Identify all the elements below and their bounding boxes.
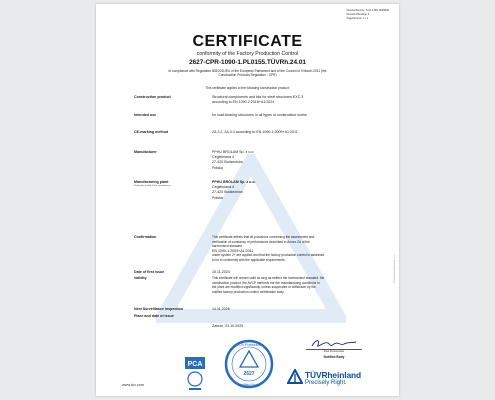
validity-label: Validity (134, 276, 147, 280)
confirmation-line: under system 2+ are applied and that the factory production control is assessed (212, 253, 325, 258)
page-line: Page/Strona: 1 z 1 (346, 17, 369, 20)
confirmation-label: Confirmation (134, 235, 157, 239)
website[interactable]: www.tuv.com (122, 383, 145, 387)
validity-line: construction product, the AVCP methods nor the manufacturing conditions in (212, 280, 320, 285)
certificate-title: CERTIFICATE (192, 33, 303, 50)
side-print: TÜV Rheinland Polska Sp. z o.o. (394, 254, 396, 284)
seal-top-text: TÜV Rheinland (236, 343, 262, 347)
next-inspection-value (212, 307, 385, 312)
next-inspection-date: 14.11.2026 (212, 307, 230, 311)
revision-line: Revision/Rewizja: 0 (346, 13, 370, 16)
certificate-subtitle: conformity of the Factory Production Control (196, 51, 299, 57)
first-issue-value (212, 270, 385, 275)
manufacturing-plant-sublabel: Production facility of the manufacturer (134, 185, 171, 188)
manufacturer-street: Cegielniana 4 (212, 155, 234, 160)
first-issue-label: Date of first issue (134, 270, 165, 274)
compliance-line: In compliance with Regulation 305/2011/EU of the European Parliament and of the Council of 9 March 2011 (the (168, 69, 327, 73)
ce-marking-label: CE-marking method (134, 130, 169, 134)
manufacturer-name: PPHU BROLAM Sp. z o.o. (212, 150, 255, 154)
harmonised-standard: EN 1090-1:2009+A1:2011 (212, 248, 254, 253)
seal-bottom-text: Notified Body (238, 383, 260, 387)
validity-value (212, 276, 385, 294)
construction-product-value (212, 95, 385, 105)
intended-use-value (212, 113, 385, 118)
seal-number: 2627 (243, 371, 255, 377)
compliance-statement (126, 69, 369, 78)
next-inspection-label: Next Surveillance Inspection (134, 307, 183, 311)
confirmation-line: to be in conformity with the applicable requirements. (212, 257, 286, 262)
ce-marking-value (212, 130, 385, 135)
notified-body-seal (224, 338, 274, 390)
plant-country: Polska (212, 195, 223, 200)
pca-logo (184, 356, 206, 392)
plant-street: Cegielniana 4 (212, 185, 234, 190)
plant-name: PPHU BROLAM Sp. z o.o. (212, 180, 256, 184)
applies-statement: This certificate applies to the following construction product: (205, 86, 290, 90)
signatory-role: Notified Body (323, 355, 345, 359)
manufacturer-label: Manufacturer (134, 150, 157, 154)
place-date-text: Zabrze, 23.10.2025 (212, 324, 244, 329)
place-date-label: Place and date of issue (134, 314, 174, 318)
manufacturing-plant-label (134, 180, 209, 188)
tuv-triangle-icon (287, 369, 303, 385)
ce-marking-text: 2A.3.2, 2A.3.4 according to EN 1090-1:2009+A1:2011 (212, 130, 298, 134)
manufacturing-plant-title: Manufacturing plant (134, 180, 169, 184)
intended-use-label: Intended use (134, 113, 157, 117)
product-line: according to EN 1090-2:2018+A1:2024 . (212, 100, 277, 105)
manufacturing-plant-value (212, 180, 385, 201)
intended-use-text: for load-bearing structures in all types of construction works (212, 113, 307, 117)
document-reference (347, 9, 389, 21)
certificate-page (96, 4, 399, 396)
validity-line: the plant are modified significantly, unless suspended or withdrawn by the (212, 285, 316, 290)
validity-line: This certificate will remain valid as long as neither the harmonised standard, the (212, 276, 325, 280)
construction-product-label: Construction product (134, 95, 171, 99)
confirmation-line: This certificate attests that all provisions concerning the assessment and (212, 235, 315, 239)
pca-text: PCA (187, 361, 203, 368)
confirmation-line: verification of constancy of performance described in Annex ZA of the (212, 239, 310, 244)
tuv-brand-name: TÜVRheinland (305, 370, 362, 380)
certificate-number: 2627-CPR-1090-1.PL0155.TÜVRh.24.01 (189, 59, 306, 66)
manufacturer-value (212, 150, 385, 171)
number-line: Number/Numer: 72-8 3-MN-0045999 (346, 9, 389, 12)
validity-line: notified factory production control certification body. (212, 289, 285, 294)
signatory-name: Ewa Krzanowska (324, 350, 344, 353)
manufacturer-city: 27-420 Bodzechów (212, 160, 243, 165)
compliance-line: Construction Products Regulation - CPR) (218, 73, 277, 78)
confirmation-line: harmonised standard (212, 244, 242, 249)
confirmation-value (212, 235, 385, 263)
first-issue-date: 15.11.2024 (212, 270, 230, 274)
plant-city: 27-420 Bodzechów (212, 190, 243, 195)
product-line: Structural components and kits for steel structures EXC 3 (212, 95, 304, 99)
tuv-slogan: Precisely Right. (305, 380, 347, 386)
manufacturer-country: Polska (212, 165, 223, 170)
